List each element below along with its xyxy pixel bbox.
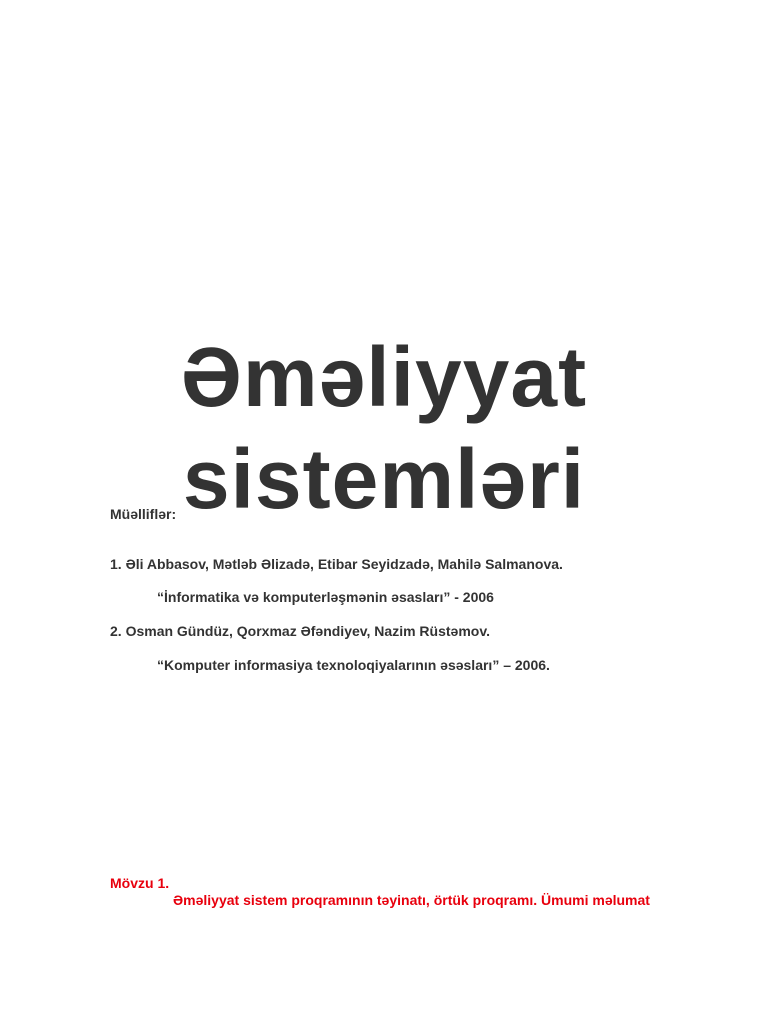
reference-1-book: “İnformatika və komputerləşmənin əsasları” - 2006 bbox=[157, 589, 494, 605]
reference-2-book: “Komputer informasiya texnoloqiyalarının əsəsları” – 2006. bbox=[157, 657, 550, 673]
title-line-1: Əməliyyat bbox=[180, 330, 588, 425]
authors-label: Müəlliflər: bbox=[110, 506, 177, 522]
reference-2-authors: 2. Osman Gündüz, Qorxmaz Əfəndiyev, Nazim Rüstəmov. bbox=[110, 623, 490, 639]
reference-1-authors: 1. Əli Abbasov, Mətləb Əlizadə, Etibar Seyidzadə, Mahilə Salmanova. bbox=[110, 556, 563, 572]
document-title bbox=[0, 326, 768, 530]
topic-label: Mövzu 1. bbox=[110, 875, 170, 891]
title-line-2: sistemləri bbox=[182, 432, 586, 527]
topic-text: Əməliyyat sistem proqramının təyinatı, örtük proqramı. Ümumi məlumat bbox=[173, 892, 650, 908]
